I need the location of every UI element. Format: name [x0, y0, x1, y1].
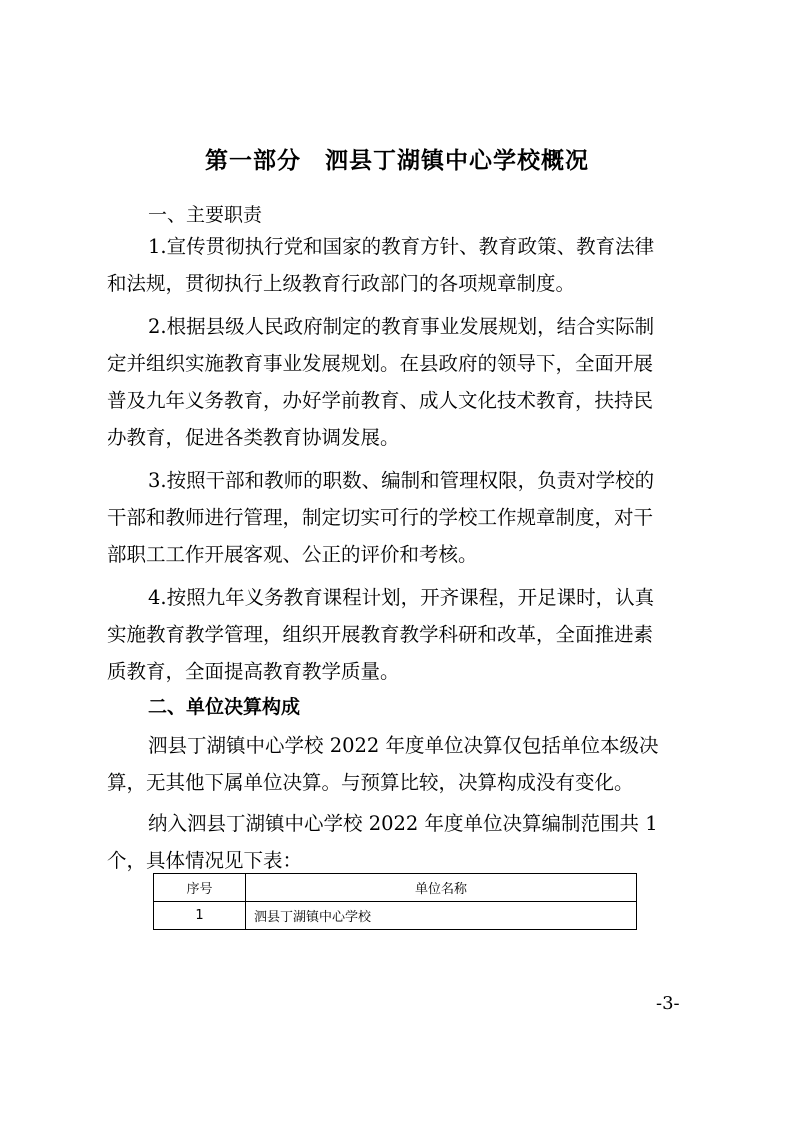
section1-line: 质教育，全面提高教育教学质量。 [107, 660, 400, 683]
section1-line: 部职工工作开展客观、公正的评价和考核。 [107, 543, 478, 566]
section1-line: 1.宣传贯彻执行党和国家的教育方针、教育政策、教育法律 [148, 235, 655, 258]
section1-line: 和法规，贯彻执行上级教育行政部门的各项规章制度。 [107, 272, 576, 295]
page-title: 第一部分 泗县丁湖镇中心学校概况 [205, 148, 589, 174]
section1-line: 4.按照九年义务教育课程计划，开齐课程，开足课时，认真 [148, 586, 655, 609]
section2-line: 泗县丁湖镇中心学校 2022 年度单位决算仅包括单位本级决 [148, 734, 659, 757]
table-cell: 1 [154, 902, 246, 930]
section2-line: 纳入泗县丁湖镇中心学校 2022 年度单位决算编制范围共 1 [148, 812, 658, 835]
table-header-cell: 单位名称 [246, 874, 637, 902]
section2-line: 算，无其他下属单位决算。与预算比较，决算构成没有变化。 [107, 771, 634, 794]
section1-line: 干部和教师进行管理，制定切实可行的学校工作规章制度，对干 [107, 506, 654, 529]
section1-line: 2.根据县级人民政府制定的教育事业发展规划，结合实际制 [148, 315, 655, 338]
table-cell: 泗县丁湖镇中心学校 [246, 902, 637, 930]
table-row [154, 902, 637, 930]
section1-line: 普及九年义务教育，办好学前教育、成人文化技术教育，扶持民 [107, 389, 654, 412]
table-header-row [154, 874, 637, 902]
section1-heading: 一、主要职责 [148, 204, 263, 226]
section1-line: 实施教育教学管理，组织开展教育教学科研和改革，全面推进素 [107, 623, 654, 646]
section1-line: 办教育，促进各类教育协调发展。 [107, 426, 400, 449]
section2-heading: 二、单位决算构成 [148, 696, 301, 718]
page-number: -3- [656, 993, 680, 1014]
table-header-cell: 序号 [154, 874, 246, 902]
unit-table [153, 873, 637, 930]
section1-line: 3.按照干部和教师的职数、编制和管理权限，负责对学校的 [148, 469, 655, 492]
section1-line: 定并组织实施教育事业发展规划。在县政府的领导下，全面开展 [107, 352, 654, 375]
section2-line: 个，具体情况见下表： [107, 849, 303, 872]
